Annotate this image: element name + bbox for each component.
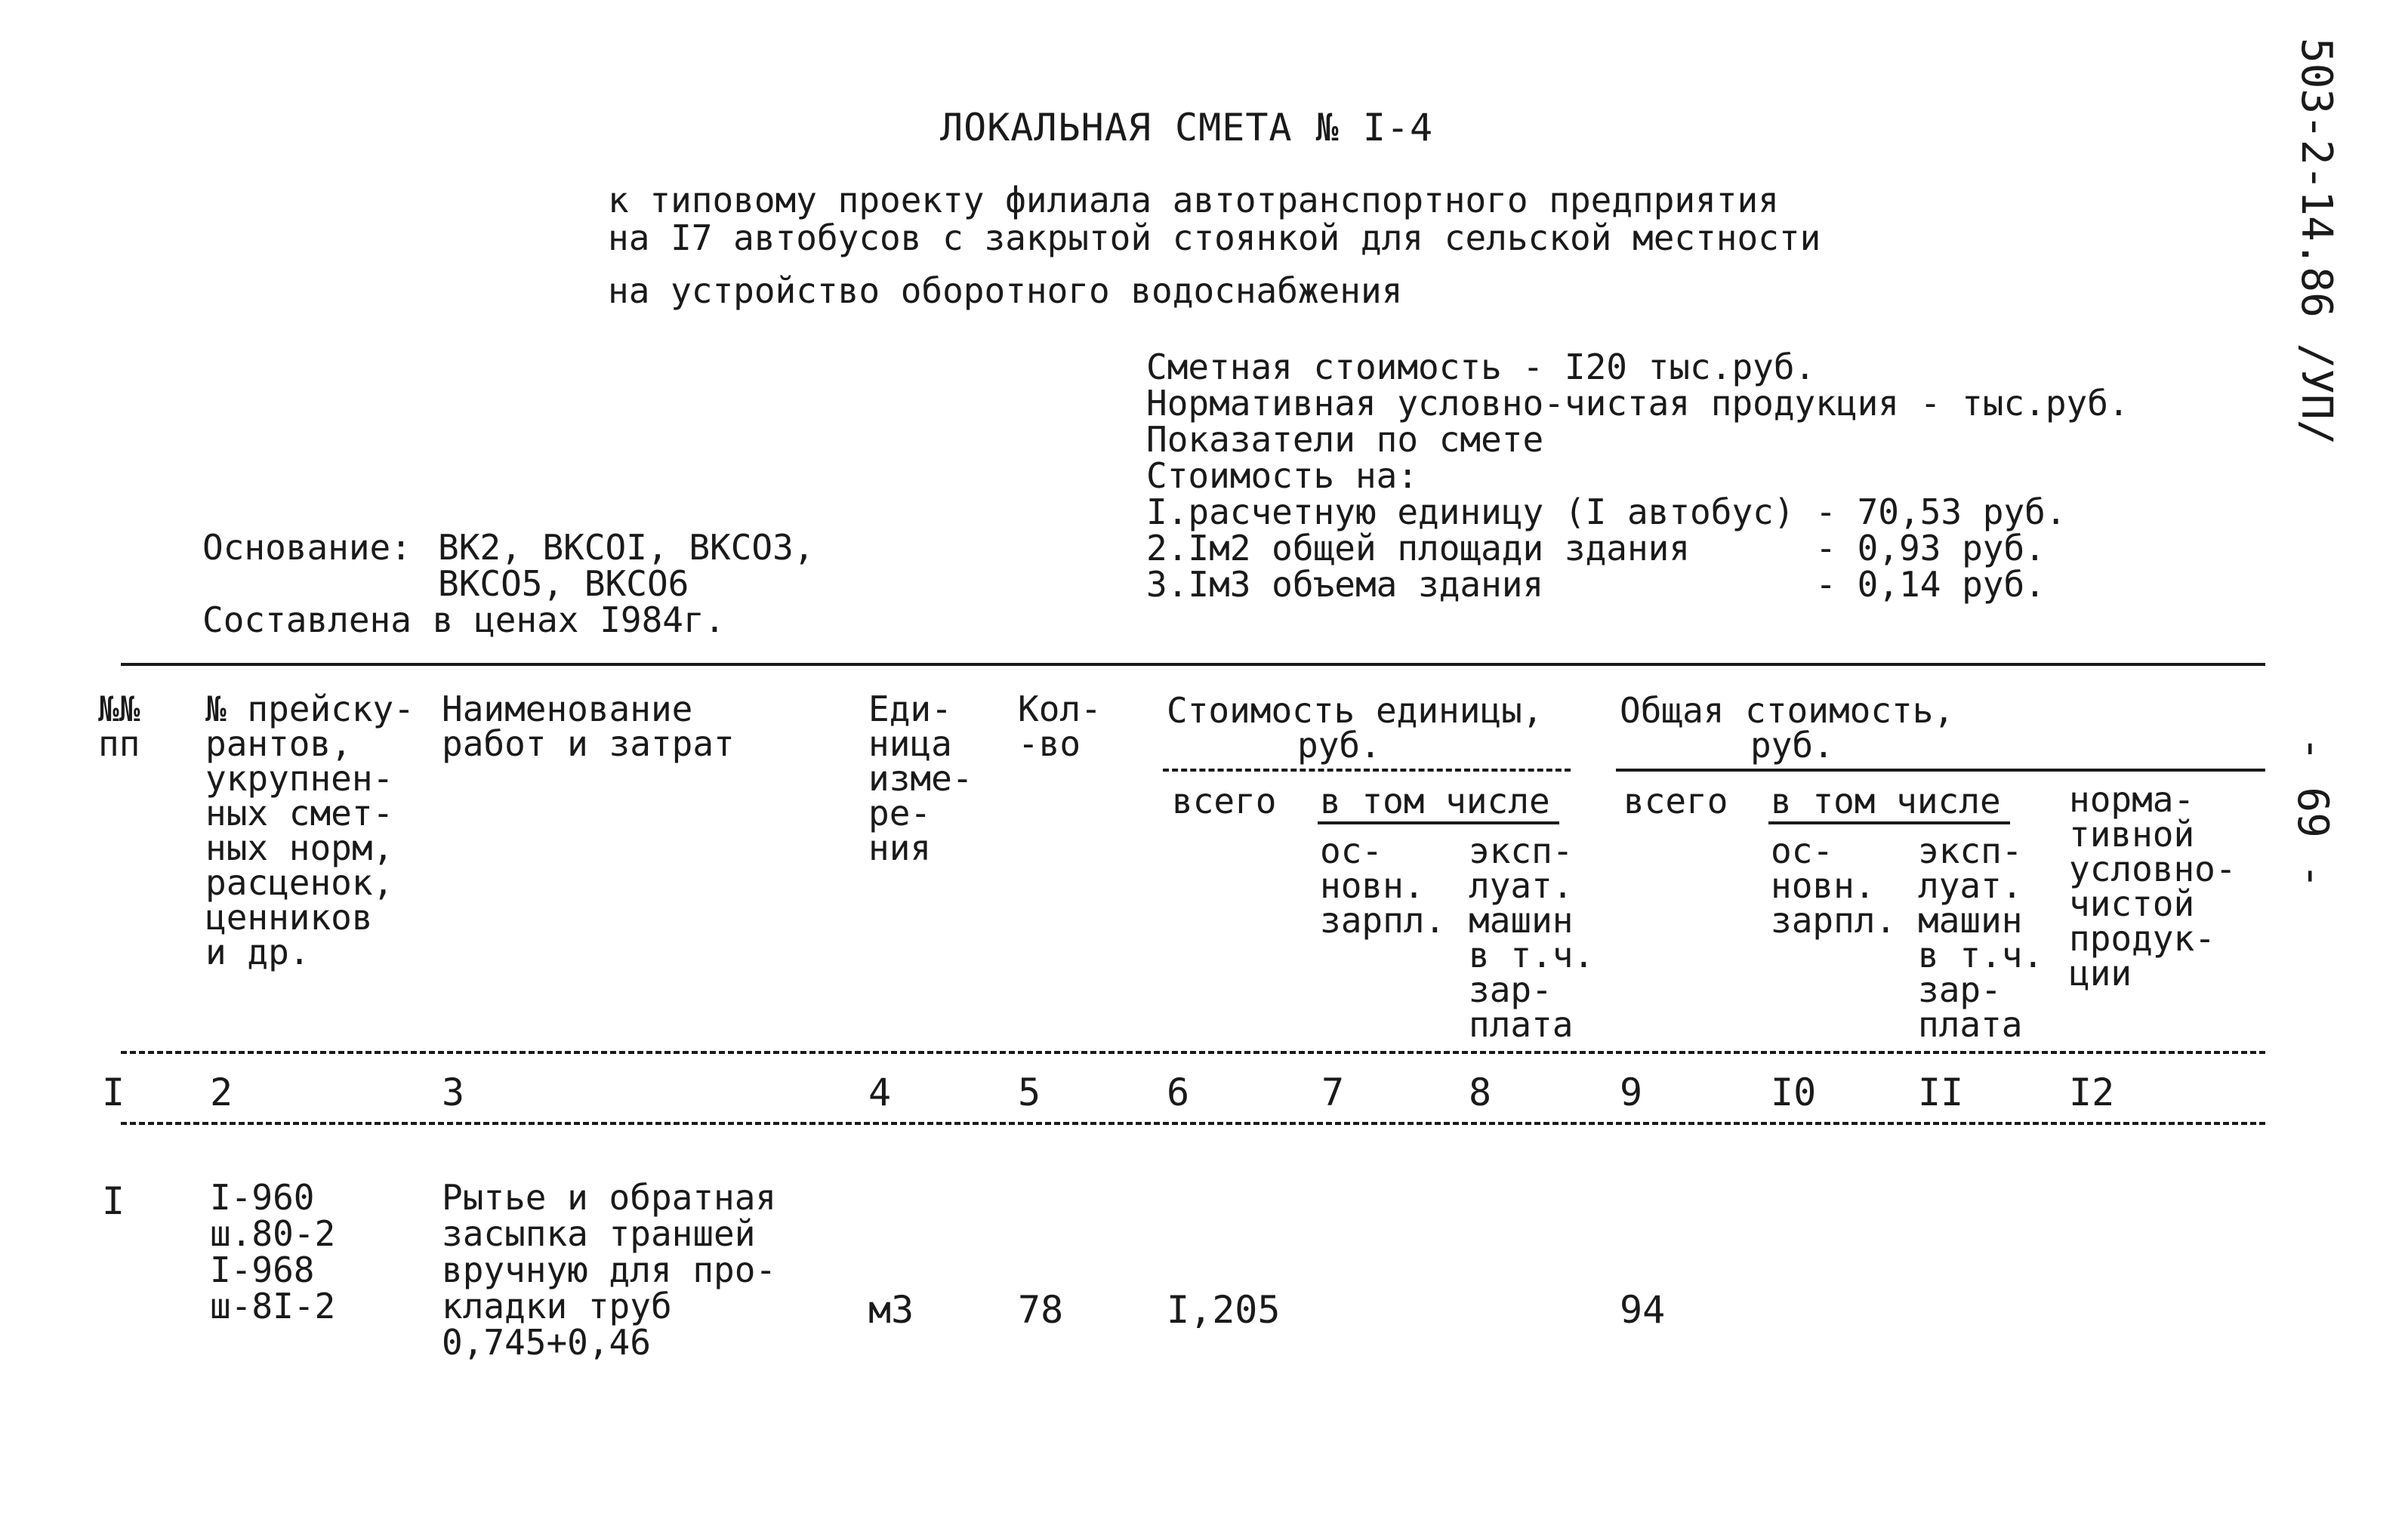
column-number: I2 <box>2069 1071 2115 1114</box>
summary-line: Нормативная условно-чистая продукция - тыс.руб. <box>1146 383 2129 424</box>
column-numbers-bottom-rule <box>121 1122 2265 1125</box>
document-title: ЛОКАЛЬНАЯ СМЕТА № I-4 <box>940 106 1434 149</box>
page-marker: - 69 - <box>2288 736 2337 889</box>
header-unit-cost-group: Стоимость единицы, <box>1167 690 1543 731</box>
column-number: I0 <box>1771 1071 1817 1114</box>
row-quantity: 78 <box>1018 1288 1064 1332</box>
header-total-cost-group: Общая стоимость, <box>1620 690 1955 731</box>
header-total-machines: эксп- луат. машин в т.ч. зар- плата <box>1918 830 2044 1045</box>
header-bottom-rule <box>121 1051 2265 1054</box>
compiled-prices: Составлена в ценах I984г. <box>202 599 726 640</box>
header-work-name: Наименование работ и затрат <box>442 689 735 764</box>
column-number: 5 <box>1018 1071 1041 1114</box>
summary-line: 3.Iм3 объема здания - 0,14 руб. <box>1146 564 2046 605</box>
header-row-number: №№ пп <box>98 689 140 764</box>
column-number: 6 <box>1167 1071 1190 1114</box>
column-number: 4 <box>868 1071 892 1114</box>
summary-line: Сметная стоимость - I20 тыс.руб. <box>1146 347 1816 387</box>
document-purpose: на устройство оборотного водоснабжения <box>608 270 1403 311</box>
header-unit-base-salary: ос- новн. зарпл. <box>1320 830 1446 941</box>
header-total-cost-rub: руб. <box>1750 725 1834 766</box>
header-total-base-salary: ос- новн. зарпл. <box>1771 830 1897 941</box>
basis-line-2: ВКСО5, ВКСО6 <box>438 563 689 604</box>
document-subtitle <box>608 181 1821 257</box>
total-incl-rule <box>1768 821 2010 824</box>
header-unit-machines: эксп- луат. машин в т.ч. зар- плата <box>1469 830 1595 1045</box>
table-top-rule <box>121 663 2265 666</box>
row-unit: м3 <box>868 1288 914 1332</box>
header-unit: Еди- ница изме- ре- ния <box>868 689 973 868</box>
column-number: 8 <box>1469 1071 1492 1114</box>
header-quantity: Кол- -во <box>1018 689 1102 764</box>
summary-line: Показатели по смете <box>1146 419 1544 460</box>
header-unit-total: всего <box>1172 781 1277 821</box>
column-number: 9 <box>1620 1071 1643 1114</box>
basis-line-1: ВК2, ВКСОI, ВКСО3, <box>438 527 815 568</box>
header-price-reference: № прейску- рантов, укрупнен- ных смет- ных норм, расценок, ценников и др. <box>205 689 415 972</box>
column-number: II <box>1918 1071 1964 1114</box>
header-unit-incl: в том числе <box>1320 781 1550 821</box>
column-number: 7 <box>1321 1071 1345 1114</box>
header-unit-cost-rub: руб. <box>1297 725 1381 766</box>
row-unit-total: I,205 <box>1167 1288 1281 1332</box>
summary-line: 2.Iм2 общей площади здания - 0,93 руб. <box>1146 528 2046 568</box>
header-normative-product: норма- тивной условно- чистой продук- ции <box>2069 779 2237 994</box>
cost-summary <box>1146 347 2129 605</box>
column-number: 2 <box>210 1071 233 1114</box>
side-code: 503-2-14.86 /УП/ <box>2292 38 2341 445</box>
basis-label: Основание: <box>202 527 412 568</box>
row-total: 94 <box>1620 1288 1666 1332</box>
summary-line: I.расчетную единицу (I автобус) - 70,53 руб. <box>1146 491 2067 532</box>
total-cost-group-rule <box>1616 769 2265 772</box>
row-work-name: Рытье и обратная засыпка траншей вручную для про- кладки труб 0,745+0,46 <box>442 1177 777 1363</box>
column-number: I <box>102 1071 125 1114</box>
summary-line: Стоимость на: <box>1146 455 1419 496</box>
subtitle-line: к типовому проекту филиала автотранспортного предприятия <box>608 180 1779 220</box>
row-price-reference: I-960 ш.80-2 I-968 ш-8I-2 <box>210 1177 336 1326</box>
unit-incl-rule <box>1318 821 1559 824</box>
header-total-incl: в том числе <box>1771 781 2001 821</box>
subtitle-line: на I7 автобусов с закрытой стоянкой для сельской местности <box>608 217 1821 258</box>
column-number: 3 <box>442 1071 465 1114</box>
row-number: I <box>102 1179 125 1223</box>
header-total: всего <box>1623 781 1728 821</box>
unit-cost-group-rule <box>1163 769 1571 772</box>
